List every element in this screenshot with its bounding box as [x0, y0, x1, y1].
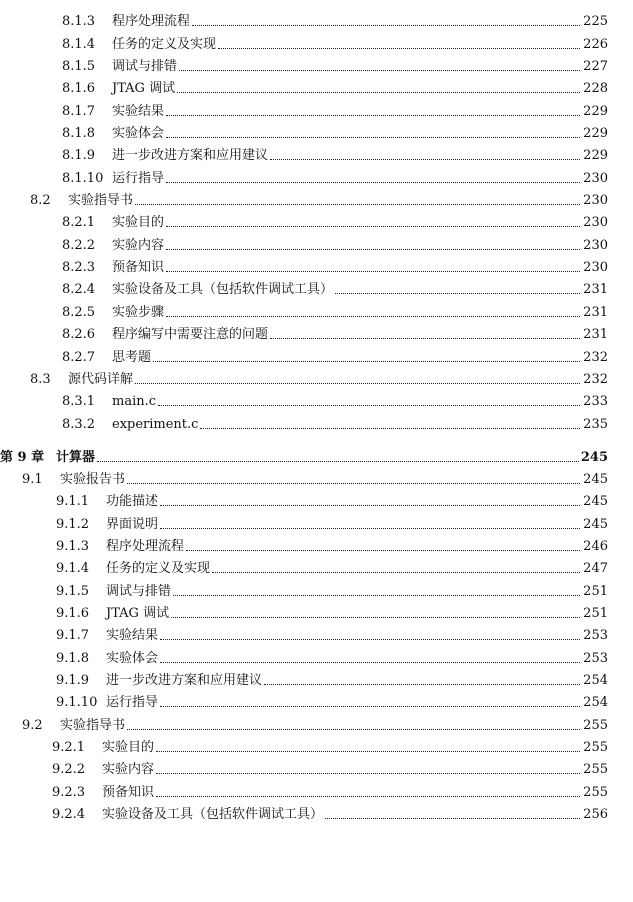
toc-entry-page: 230 [583, 193, 608, 209]
toc-subsection-entry[interactable] [0, 276, 633, 298]
toc-entry-title: 程序编写中需要注意的问题 [112, 327, 269, 343]
toc-entry-title: JTAG 调试 [112, 81, 176, 97]
dot-leader [192, 25, 580, 26]
toc-entry-title: 实验报告书 [60, 471, 126, 487]
toc-subsection-entry[interactable] [0, 533, 633, 555]
toc-entry-number: 9.1.4 [56, 561, 90, 577]
toc-entry-number: 8.3 [30, 371, 51, 387]
toc-subsection-entry[interactable] [0, 298, 633, 320]
toc-entry-page: 255 [583, 784, 608, 800]
toc-section-entry[interactable] [0, 187, 633, 209]
toc-entry-page: 231 [583, 282, 608, 298]
toc-entry-number: 8.1.3 [62, 14, 96, 30]
toc-entry-number: 9.2.1 [52, 740, 86, 755]
toc-section-entry[interactable] [0, 711, 633, 733]
toc-entry-number: 8.1.8 [62, 126, 96, 142]
toc-entry-page: 255 [583, 762, 608, 778]
toc-entry-title: experiment.c [112, 416, 199, 432]
dot-leader [135, 383, 580, 384]
dot-leader [200, 428, 580, 429]
toc-entry-title: 界面说明 [106, 516, 159, 532]
toc-entry-page: 229 [583, 148, 608, 164]
dot-leader [166, 115, 580, 116]
toc-entry-title: 实验指导书 [68, 193, 134, 209]
toc-entry-page: 253 [583, 628, 608, 644]
toc-subsection-entry[interactable] [0, 254, 633, 276]
toc-entry-title: 实验结果 [112, 103, 165, 119]
toc-entry-number: 9.1.1 [56, 494, 90, 510]
dot-leader [270, 159, 580, 160]
toc-subsection-entry[interactable] [0, 53, 633, 75]
toc-entry-title: 运行指导 [112, 170, 165, 186]
toc-entry-page: 230 [583, 215, 608, 231]
toc-subsection-entry[interactable] [0, 30, 633, 52]
toc-entry-number: 9.1.2 [56, 516, 90, 532]
toc-entry-page: 229 [583, 103, 608, 119]
toc-subsection-entry[interactable] [0, 8, 633, 30]
dot-leader [97, 461, 579, 462]
toc-entry-number: 8.1.4 [62, 36, 96, 52]
dot-leader [325, 818, 580, 819]
toc-entry-page: 230 [583, 170, 608, 186]
toc-subsection-entry[interactable] [0, 600, 633, 622]
toc-entry-title: 实验体会 [106, 650, 159, 666]
toc-entry-title: JTAG 调试 [106, 605, 170, 621]
toc-entry-number: 第 9 章 [0, 449, 45, 465]
toc-entry-page: 227 [583, 59, 608, 75]
toc-entry-page: 233 [583, 394, 608, 410]
dot-leader [127, 483, 580, 484]
dot-leader [158, 405, 580, 406]
toc-subsection-entry[interactable] [0, 321, 633, 343]
dot-leader [177, 92, 580, 93]
toc-subsection-entry[interactable] [0, 231, 633, 253]
toc-section-entry[interactable] [0, 466, 633, 488]
toc-entry-title: 思考题 [112, 349, 152, 365]
dot-leader [160, 639, 580, 640]
toc-entry-number: 8.2.3 [62, 260, 96, 276]
toc-entry-page: 226 [583, 36, 608, 52]
toc-entry-title: 任务的定义及实现 [106, 561, 211, 577]
toc-entry-page: 230 [583, 260, 608, 276]
toc-entry-number: 8.2 [30, 193, 51, 209]
toc-entry-page: 225 [583, 14, 608, 30]
toc-entry-page: 231 [583, 327, 608, 343]
toc-subsection-entry[interactable] [0, 510, 633, 532]
toc-entry-number: 8.1.7 [62, 103, 96, 119]
toc-entry-title: 计算器 [56, 449, 96, 465]
toc-entry-number: 9.1.3 [56, 538, 90, 554]
toc-entry-page: 232 [583, 349, 608, 365]
dot-leader [160, 662, 580, 663]
toc-entry-title: 进一步改进方案和应用建议 [112, 148, 269, 164]
toc-subsection-entry[interactable] [0, 667, 633, 689]
toc-entry-number: 8.3.1 [62, 394, 96, 410]
toc-entry-title: 实验目的 [112, 215, 165, 231]
toc-entry-page: 245 [583, 494, 608, 510]
toc-entry-number: 8.1.5 [62, 59, 96, 75]
dot-leader [160, 505, 580, 506]
toc-entry-title: 实验指导书 [60, 717, 126, 733]
toc-entry-number: 8.1.6 [62, 81, 96, 97]
dot-leader [166, 249, 580, 250]
dot-leader [166, 271, 580, 272]
toc-entry-number: 8.2.6 [62, 327, 96, 343]
toc-entry-number: 8.2.7 [62, 349, 96, 365]
toc-entry-number: 8.3.2 [62, 416, 96, 432]
toc-entry-number: 9.2 [22, 717, 43, 733]
toc-entry-title: 实验设备及工具（包括软件调试工具） [102, 807, 324, 823]
dot-leader [156, 773, 580, 774]
toc-entry-title: 任务的定义及实现 [112, 36, 217, 52]
toc-entry-page: 254 [583, 695, 608, 711]
dot-leader [127, 729, 580, 730]
toc-subsection-entry[interactable] [0, 120, 633, 142]
toc-entry-title: 调试与排错 [106, 583, 172, 599]
toc-subsection-entry[interactable] [0, 734, 633, 756]
toc-entry-page: 254 [583, 672, 608, 688]
dot-leader [212, 572, 580, 573]
toc-entry-title: 预备知识 [112, 260, 165, 276]
toc-entry-title: 进一步改进方案和应用建议 [106, 672, 263, 688]
toc-entry-page: 251 [583, 605, 608, 621]
toc-entry-number: 9.2.4 [52, 807, 86, 823]
dot-leader [335, 293, 580, 294]
toc-entry-title: 实验结果 [106, 628, 159, 644]
toc-subsection-entry[interactable] [0, 689, 633, 711]
toc-entry-title: 预备知识 [102, 784, 155, 800]
table-of-contents [0, 8, 633, 823]
toc-entry-number: 9.1 [22, 471, 43, 487]
toc-subsection-entry[interactable] [0, 75, 633, 97]
toc-entry-number: 9.1.5 [56, 583, 90, 599]
dot-leader [160, 528, 580, 529]
toc-entry-page: 247 [583, 561, 608, 577]
dot-leader [270, 338, 580, 339]
toc-entry-title: 实验体会 [112, 126, 165, 142]
toc-subsection-entry[interactable] [0, 343, 633, 365]
toc-subsection-entry[interactable] [0, 488, 633, 510]
toc-subsection-entry[interactable] [0, 801, 633, 823]
toc-entry-page: 255 [583, 717, 608, 733]
dot-leader [153, 361, 580, 362]
toc-entry-number: 9.1.7 [56, 628, 90, 644]
toc-subsection-entry[interactable] [0, 622, 633, 644]
toc-entry-page: 245 [583, 516, 608, 532]
toc-entry-page: 235 [583, 416, 608, 432]
toc-entry-title: 程序处理流程 [112, 14, 191, 30]
toc-entry-title: main.c [112, 394, 157, 410]
toc-entry-number: 9.2.2 [52, 762, 86, 778]
dot-leader [218, 48, 580, 49]
toc-subsection-entry[interactable] [0, 644, 633, 666]
toc-section-entry[interactable] [0, 366, 633, 388]
dot-leader [166, 316, 580, 317]
toc-entry-number: 8.2.2 [62, 237, 96, 253]
toc-entry-number: 9.1.9 [56, 672, 90, 688]
dot-leader [160, 706, 580, 707]
toc-subsection-entry[interactable] [0, 756, 633, 778]
toc-entry-title: 程序处理流程 [106, 538, 185, 554]
toc-entry-page: 251 [583, 583, 608, 599]
toc-entry-page: 256 [583, 807, 608, 823]
dot-leader [156, 796, 580, 797]
toc-entry-number: 9.1.8 [56, 650, 90, 666]
toc-entry-title: 实验设备及工具（包括软件调试工具） [112, 282, 334, 298]
toc-entry-page: 231 [583, 304, 608, 320]
toc-entry-page: 228 [583, 81, 608, 97]
toc-chapter-entry[interactable] [0, 443, 633, 466]
toc-subsection-entry[interactable] [0, 97, 633, 119]
toc-entry-title: 实验内容 [112, 237, 165, 253]
toc-subsection-entry[interactable] [0, 410, 633, 432]
toc-subsection-entry[interactable] [0, 164, 633, 186]
toc-subsection-entry[interactable] [0, 555, 633, 577]
toc-entry-number: 9.2.3 [52, 784, 86, 800]
toc-entry-page: 255 [583, 740, 608, 755]
dot-leader [179, 70, 580, 71]
toc-entry-number: 8.2.4 [62, 282, 96, 298]
toc-entry-title: 源代码详解 [68, 371, 134, 387]
dot-leader [264, 684, 580, 685]
toc-entry-title: 调试与排错 [112, 59, 178, 75]
toc-entry-title: 实验步骤 [112, 304, 165, 320]
toc-subsection-entry[interactable] [0, 209, 633, 231]
toc-subsection-entry[interactable] [0, 142, 633, 164]
dot-leader [156, 751, 580, 752]
dot-leader [173, 595, 580, 596]
toc-entry-number: 9.1.6 [56, 605, 90, 621]
toc-entry-number: 8.2.5 [62, 304, 96, 320]
toc-entry-title: 实验目的 [102, 740, 155, 755]
toc-entry-page: 229 [583, 126, 608, 142]
toc-entry-number: 8.1.10 [62, 170, 104, 186]
toc-entry-page: 245 [580, 449, 608, 465]
toc-entry-page: 246 [583, 538, 608, 554]
toc-entry-title: 功能描述 [106, 494, 159, 510]
toc-entry-page: 230 [583, 237, 608, 253]
dot-leader [171, 617, 580, 618]
toc-entry-title: 实验内容 [102, 762, 155, 778]
dot-leader [166, 226, 580, 227]
toc-entry-page: 232 [583, 371, 608, 387]
dot-leader [135, 204, 580, 205]
toc-entry-page: 245 [583, 471, 608, 487]
toc-entry-number: 8.2.1 [62, 215, 96, 231]
dot-leader [166, 182, 580, 183]
toc-subsection-entry[interactable] [0, 577, 633, 599]
toc-subsection-entry[interactable] [0, 388, 633, 410]
dot-leader [186, 550, 580, 551]
toc-subsection-entry[interactable] [0, 778, 633, 800]
toc-entry-number: 9.1.10 [56, 695, 98, 711]
toc-entry-title: 运行指导 [106, 695, 159, 711]
toc-entry-number: 8.1.9 [62, 148, 96, 164]
dot-leader [166, 137, 580, 138]
toc-entry-page: 253 [583, 650, 608, 666]
